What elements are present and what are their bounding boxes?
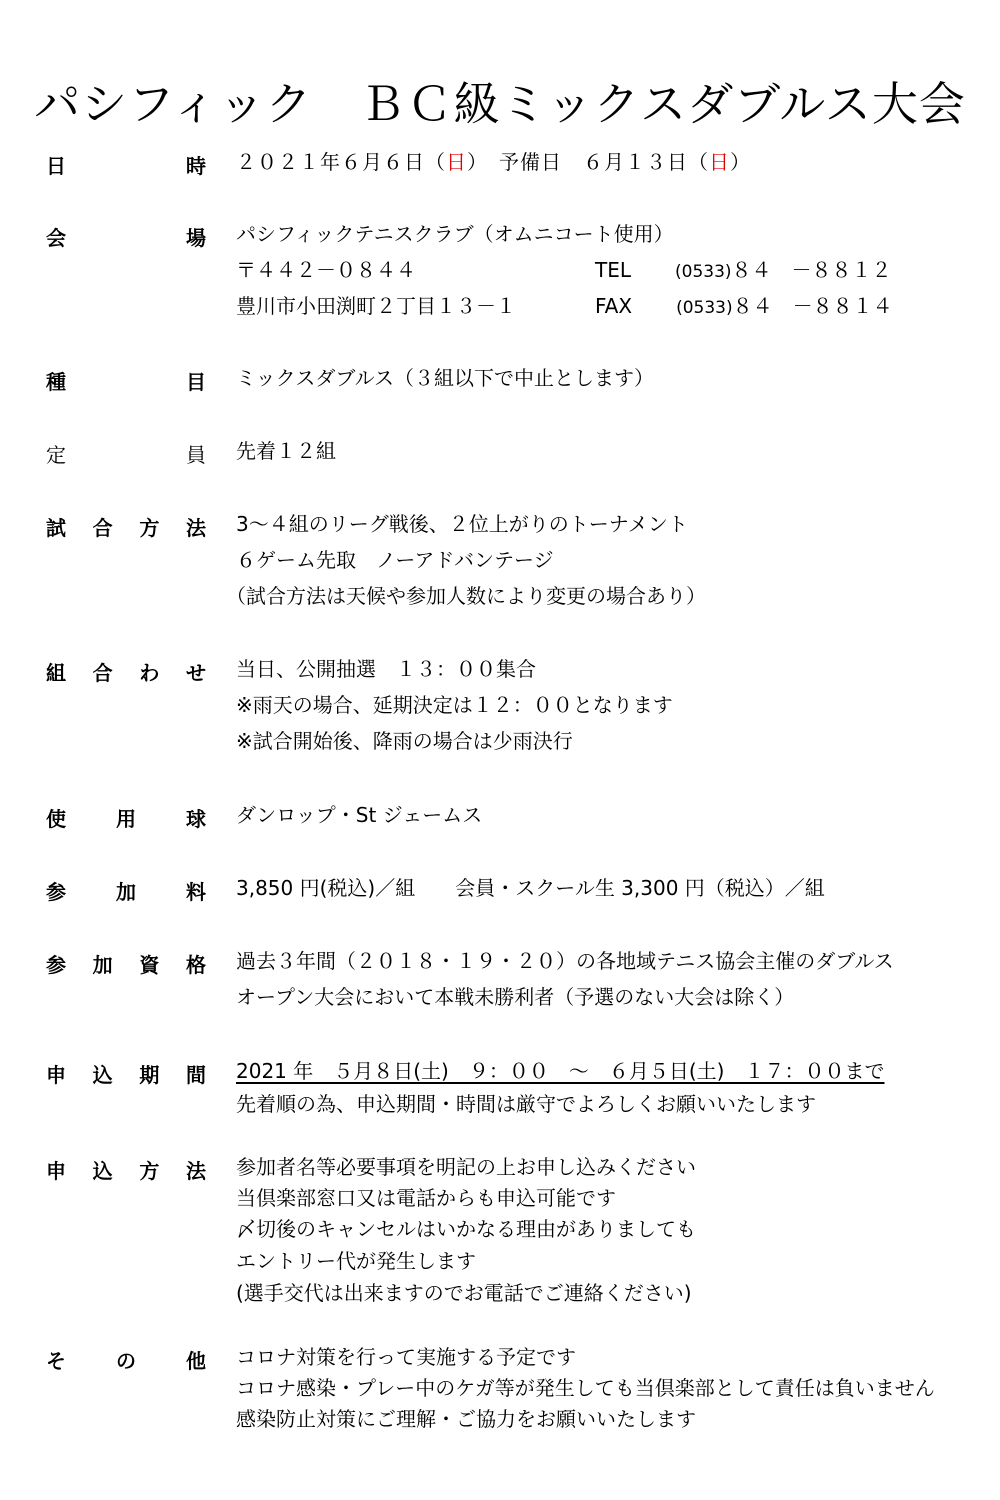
day-sunday-1: 日 <box>446 150 467 174</box>
label-method: 申 込 方 法 <box>46 1159 206 1183</box>
event-value: ミックスダブルス（３組以下で中止とします） <box>236 366 654 390</box>
capacity-value: 先着１２組 <box>236 439 336 463</box>
label-fee: 参 加 料 <box>46 880 206 904</box>
page-title: パシフィック ＢＣ級ミックスダブルス大会 <box>34 77 966 131</box>
label-format: 試 合 方 法 <box>46 516 206 540</box>
label-ball: 使 用 球 <box>46 807 206 831</box>
format-line-1: 3～４組のリーグ戦後、２位上がりのトーナメント <box>236 512 688 536</box>
venue-fax: FAX (0533)８４ －８８１４ <box>595 294 893 318</box>
draw-line-3: ※試合開始後、降雨の場合は少雨決行 <box>236 729 573 753</box>
date-value: ２０２１年６月６日（日） 予備日 ６月１３日（日） <box>236 150 751 174</box>
method-line-5: (選手交代は出来ますのでお電話でご連絡ください) <box>236 1281 692 1305</box>
fee-value: 3,850 円(税込)／組 会員・スクール生 3,300 円（税込）／組 <box>236 876 825 900</box>
day-sunday-2: 日 <box>709 150 730 174</box>
period-dates: 2021 年 ５月８日(土) ９：００ ～ ６月５日(土) １７：００まで <box>236 1059 885 1083</box>
method-line-2: 当倶楽部窓口又は電話からも申込可能です <box>236 1186 616 1210</box>
venue-name: パシフィックテニスクラブ（オムニコート使用） <box>236 222 674 246</box>
ball-value: ダンロップ・St ジェームス <box>236 803 483 827</box>
venue-tel: TEL (0533)８４ －８８１２ <box>595 258 892 282</box>
other-line-3: 感染防止対策にご理解・ご協力をお願いいたします <box>236 1407 696 1431</box>
label-venue: 会 場 <box>46 226 206 250</box>
label-draw: 組 合 わ せ <box>46 661 206 685</box>
eligibility-line-2: オープン大会において本戦未勝利者（予選のない大会は除く） <box>236 985 795 1009</box>
venue-address: 豊川市小田渕町２丁目１３－１ <box>236 294 516 318</box>
label-period: 申 込 期 間 <box>46 1063 206 1087</box>
label-capacity: 定 員 <box>46 443 206 467</box>
method-line-4: エントリー代が発生します <box>236 1249 476 1273</box>
label-eligibility: 参 加 資 格 <box>46 953 206 977</box>
venue-postal: 〒４４２－０８４４ <box>236 258 416 282</box>
draw-line-1: 当日、公開抽選 １３：００集合 <box>236 657 536 681</box>
label-date: 日 時 <box>46 154 206 178</box>
period-note: 先着順の為、申込期間・時間は厳守でよろしくお願いいたします <box>236 1092 816 1116</box>
label-other: そ の 他 <box>46 1349 206 1373</box>
label-event: 種 目 <box>46 370 206 394</box>
other-line-1: コロナ対策を行って実施する予定です <box>236 1345 576 1369</box>
format-line-3: （試合方法は天候や参加人数により変更の場合あり） <box>226 584 706 608</box>
method-line-1: 参加者名等必要事項を明記の上お申し込みください <box>236 1155 696 1179</box>
eligibility-line-1: 過去３年間（２０１８・１９・２０）の各地域テニス協会主催のダブルス <box>236 949 894 973</box>
format-line-2: ６ゲーム先取 ノーアドバンテージ <box>236 548 554 572</box>
other-line-2: コロナ感染・プレー中のケガ等が発生しても当倶楽部として責任は負いません <box>236 1376 935 1400</box>
method-line-3: 〆切後のキャンセルはいかなる理由がありましても <box>236 1217 696 1241</box>
draw-line-2: ※雨天の場合、延期決定は１２：００となります <box>236 693 673 717</box>
